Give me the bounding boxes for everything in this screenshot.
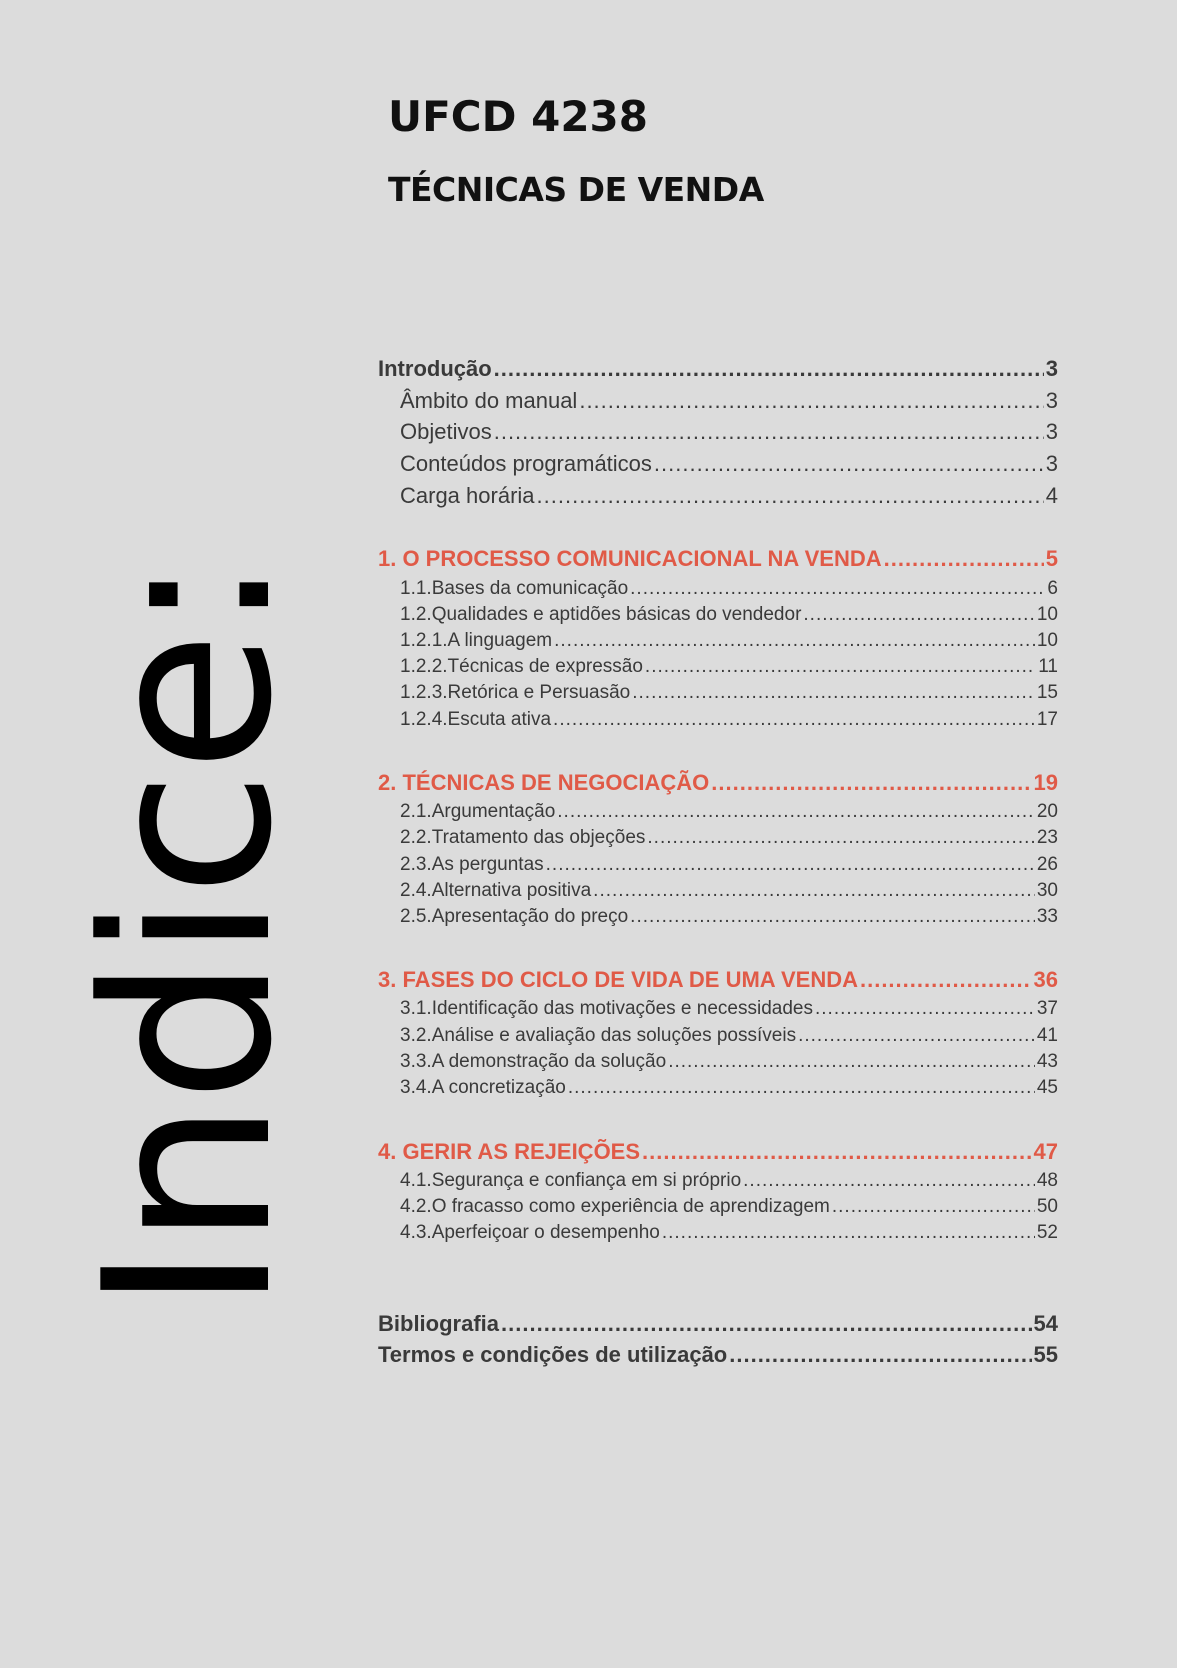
- toc-leader-dots: [630, 906, 1035, 928]
- document-title: UFCD 4238: [388, 92, 648, 141]
- toc-page-number: 48: [1036, 1170, 1058, 1191]
- toc-entry-text: 2.1.Argumentação: [400, 801, 556, 822]
- toc-entry-conteudos[interactable]: [378, 451, 1058, 477]
- toc-chapter-title: 3. FASES DO CICLO DE VIDA DE UMA VENDA: [378, 967, 858, 992]
- toc-leader-dots: [632, 682, 1035, 704]
- toc-page-number: 23: [1036, 827, 1058, 848]
- toc-leader-dots: [494, 419, 1044, 445]
- toc-leader-dots: [647, 827, 1034, 849]
- toc-leader-dots: [642, 1139, 1031, 1165]
- toc-leader-dots: [645, 656, 1036, 678]
- toc-entry-objetivos[interactable]: [378, 419, 1058, 445]
- toc-leader-dots: [557, 801, 1035, 823]
- toc-page-number: 50: [1036, 1196, 1058, 1217]
- toc-entry-text: 3.3.A demonstração da solução: [400, 1051, 667, 1072]
- toc-entry[interactable]: [378, 854, 1058, 876]
- toc-page-number: 19: [1033, 770, 1058, 795]
- toc-entry[interactable]: [378, 827, 1058, 849]
- toc-leader-dots: [729, 1342, 1031, 1368]
- toc-leader-dots: [568, 1077, 1035, 1099]
- toc-entry-text: Carga horária: [400, 483, 535, 508]
- toc-page-number: 3: [1045, 451, 1058, 476]
- toc-page-number: 54: [1033, 1311, 1058, 1336]
- toc-entry-text: 4.1.Segurança e confiança em si próprio: [400, 1170, 742, 1191]
- toc-page-number: 3: [1045, 388, 1058, 413]
- toc-entry[interactable]: [378, 578, 1058, 600]
- toc-page-number: 37: [1036, 998, 1058, 1019]
- toc-chapter-4[interactable]: [378, 1139, 1058, 1165]
- toc-page-number: 36: [1033, 967, 1058, 992]
- toc-entry-text: 1.2.2.Técnicas de expressão: [400, 656, 643, 677]
- toc-entry-ambito[interactable]: [378, 388, 1058, 414]
- index-side-label: Indice:: [56, 557, 323, 1313]
- toc-entry[interactable]: [378, 656, 1058, 678]
- toc-page-number: 45: [1036, 1077, 1058, 1098]
- toc-entry[interactable]: [378, 1025, 1058, 1047]
- toc-leader-dots: [554, 630, 1035, 652]
- toc-entry-text: Conteúdos programáticos: [400, 451, 652, 476]
- toc-chapter-1[interactable]: [378, 546, 1058, 572]
- toc-leader-dots: [553, 709, 1035, 731]
- toc-leader-dots: [630, 578, 1045, 600]
- toc-leader-dots: [815, 998, 1035, 1020]
- toc-leader-dots: [537, 483, 1044, 509]
- toc-entry-text: 3.1.Identificação das motivações e necessidades: [400, 998, 813, 1019]
- toc-entry-text: 1.1.Bases da comunicação: [400, 578, 629, 599]
- toc-leader-dots: [798, 1025, 1035, 1047]
- toc-entry[interactable]: [378, 1222, 1058, 1244]
- toc-entry-text: Termos e condições de utilização: [378, 1342, 728, 1367]
- toc-entry-text: Bibliografia: [378, 1311, 500, 1336]
- toc-entry[interactable]: [378, 709, 1058, 731]
- toc-entry-text: 2.5.Apresentação do preço: [400, 906, 629, 927]
- toc-entry-text: Objetivos: [400, 419, 492, 444]
- toc-leader-dots: [501, 1311, 1032, 1337]
- toc-leader-dots: [593, 880, 1035, 902]
- toc-page-number: 33: [1036, 906, 1058, 927]
- toc-entry-text: 2.3.As perguntas: [400, 854, 544, 875]
- toc-entry[interactable]: [378, 801, 1058, 823]
- toc-page-number: 10: [1036, 630, 1058, 651]
- toc-page-number: 55: [1033, 1342, 1058, 1367]
- toc-entry[interactable]: [378, 880, 1058, 902]
- toc-leader-dots: [579, 388, 1043, 414]
- document-subtitle: TÉCNICAS DE VENDA: [388, 170, 764, 209]
- toc-page-number: 5: [1045, 546, 1058, 571]
- toc-leader-dots: [803, 604, 1034, 626]
- toc-entry-text: 2.2.Tratamento das objeções: [400, 827, 646, 848]
- toc-entry-text: Âmbito do manual: [400, 388, 578, 413]
- toc-entry-text: Introdução: [378, 356, 492, 381]
- toc-entry[interactable]: [378, 630, 1058, 652]
- toc-page-number: 52: [1036, 1222, 1058, 1243]
- toc-chapter-3[interactable]: [378, 967, 1058, 993]
- toc-page-number: 11: [1038, 656, 1058, 677]
- toc-page-number: 4: [1045, 483, 1058, 508]
- toc-entry[interactable]: [378, 1196, 1058, 1218]
- toc-chapter-2[interactable]: [378, 770, 1058, 796]
- toc-entry-text: 1.2.Qualidades e aptidões básicas do vendedor: [400, 604, 802, 625]
- toc-entry[interactable]: [378, 1077, 1058, 1099]
- toc-entry[interactable]: [378, 1170, 1058, 1192]
- toc-entry-text: 1.2.1.A linguagem: [400, 630, 553, 651]
- toc-page-number: 6: [1047, 578, 1058, 599]
- toc-leader-dots: [711, 770, 1031, 796]
- toc-page-number: 17: [1036, 709, 1058, 730]
- toc-entry-text: 3.4.A concretização: [400, 1077, 566, 1098]
- toc-page-number: 30: [1036, 880, 1058, 901]
- toc-entry-text: 4.3.Aperfeiçoar o desempenho: [400, 1222, 660, 1243]
- toc-entry-text: 3.2.Análise e avaliação das soluções possíveis: [400, 1025, 797, 1046]
- toc-leader-dots: [546, 854, 1035, 876]
- toc-page-number: 3: [1045, 356, 1058, 381]
- toc-entry-termos[interactable]: [378, 1342, 1058, 1368]
- toc-leader-dots: [884, 546, 1044, 572]
- toc-leader-dots: [832, 1196, 1035, 1218]
- toc-page-number: 43: [1036, 1051, 1058, 1072]
- toc-entry-text: 4.2.O fracasso como experiência de aprendizagem: [400, 1196, 830, 1217]
- toc-entry[interactable]: [378, 1051, 1058, 1073]
- toc-page-number: 15: [1036, 682, 1058, 703]
- toc-entry-text: 1.2.3.Retórica e Persuasão: [400, 682, 631, 703]
- toc-leader-dots: [654, 451, 1044, 477]
- toc-chapter-title: 4. GERIR AS REJEIÇÕES: [378, 1139, 641, 1164]
- toc-entry-text: 2.4.Alternativa positiva: [400, 880, 592, 901]
- toc-entry[interactable]: [378, 604, 1058, 626]
- toc-entry-introduction[interactable]: [378, 356, 1058, 382]
- toc-leader-dots: [743, 1170, 1035, 1192]
- toc-entry[interactable]: [378, 998, 1058, 1020]
- toc-page-number: 3: [1045, 419, 1058, 444]
- toc-entry-carga-horaria[interactable]: [378, 483, 1058, 509]
- toc-entry[interactable]: [378, 682, 1058, 704]
- toc-leader-dots: [662, 1222, 1035, 1244]
- toc-page-number: 26: [1036, 854, 1058, 875]
- toc-page-number: 41: [1036, 1025, 1058, 1046]
- toc-leader-dots: [668, 1051, 1035, 1073]
- toc-leader-dots: [494, 356, 1044, 382]
- toc-entry-bibliografia[interactable]: [378, 1311, 1058, 1337]
- toc-chapter-title: 2. TÉCNICAS DE NEGOCIAÇÃO: [378, 770, 710, 795]
- toc-page-number: 10: [1036, 604, 1058, 625]
- toc-page-number: 20: [1036, 801, 1058, 822]
- toc-leader-dots: [860, 967, 1032, 993]
- toc-entry-text: 1.2.4.Escuta ativa: [400, 709, 552, 730]
- toc-page-number: 47: [1033, 1139, 1058, 1164]
- toc-entry[interactable]: [378, 906, 1058, 928]
- toc-chapter-title: 1. O PROCESSO COMUNICACIONAL NA VENDA: [378, 546, 882, 571]
